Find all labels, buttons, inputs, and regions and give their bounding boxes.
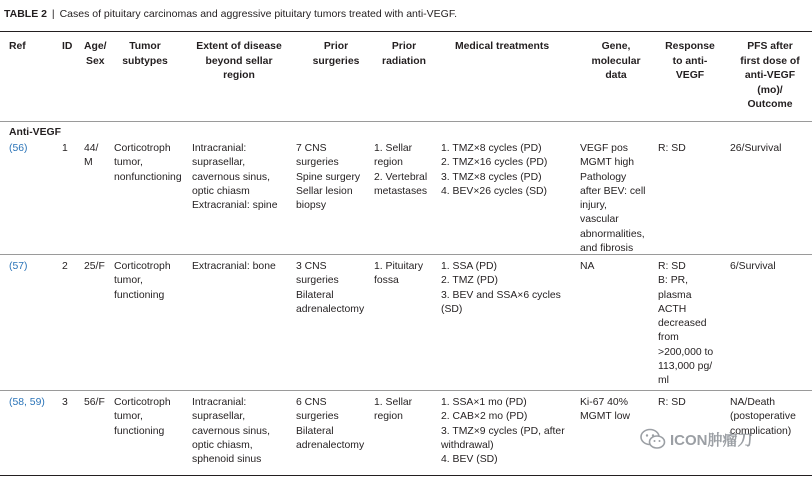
row-3-molecular-data: Ki-67 40% MGMT low	[580, 397, 631, 423]
header-molecular-data: Gene, molecular data	[591, 41, 641, 82]
row-3-response: R: SD	[658, 397, 686, 408]
header-medical-treatments: Medical treatments	[455, 41, 550, 52]
row-1-molecular-data: VEGF pos MGMT high Pathology after BEV: cell injury, vascular abnormalities, and fibrosis	[580, 143, 646, 255]
row-1-extent-of-disease: Intracranial: suprasellar, cavernous sinus, optic chiasm Extracranial: spine	[192, 143, 278, 212]
row-1-prior-radiation: 1. Sellar region 2. Vertebral metastases	[374, 143, 428, 197]
row-divider-2	[0, 390, 812, 391]
row-1-tumor-subtype: Corticotroph tumor, nonfunctioning	[114, 143, 182, 183]
row-3-extent-of-disease: Intracranial: suprasellar, cavernous sinus, optic chiasm, sphenoid sinus	[192, 397, 270, 466]
row-3-id: 3	[62, 397, 68, 408]
wechat-icon	[640, 428, 666, 450]
row-2-prior-surgeries: 3 CNS surgeries Bilateral adrenalectomy	[296, 261, 365, 315]
row-2-extent-of-disease: Extracranial: bone	[192, 261, 276, 272]
header-pfs-outcome: PFS after first dose of anti-VEGF (mo)/ Outcome	[740, 41, 800, 111]
header-rule	[0, 121, 812, 122]
row-2-ref: (57)	[9, 261, 28, 272]
row-2-pfs-outcome: 6/Survival	[730, 261, 776, 272]
row-2-tumor-subtype: Corticotroph tumor, functioning	[114, 261, 171, 301]
row-2-age-sex: 25/F	[84, 261, 105, 272]
header-ref: Ref	[9, 41, 26, 52]
row-1-medical-treatments: 1. TMZ×8 cycles (PD) 2. TMZ×16 cycles (PD) 3. TMZ×8 cycles (PD) 4. BEV×26 cycles (SD)	[441, 143, 548, 197]
header-tumor-subtype: Tumor subtypes	[122, 41, 168, 67]
row-2-response: R: SD B: PR, plasma ACTH decreased from >200,000 to 113,000 pg/ ml	[658, 261, 714, 387]
header-extent-of-disease: Extent of disease beyond sellar region	[196, 41, 282, 82]
watermark	[640, 428, 753, 450]
row-3-age-sex: 56/F	[84, 397, 105, 408]
row-3-pfs-outcome: NA/Death (postoperative complication)	[730, 397, 796, 437]
row-1-age-sex: 44/ M	[84, 143, 99, 169]
row-2-molecular-data: NA	[580, 261, 595, 272]
row-1-id: 1	[62, 143, 68, 154]
row-3-prior-surgeries: 6 CNS surgeries Bilateral adrenalectomy	[296, 397, 365, 451]
table-label: TABLE 2	[4, 8, 47, 20]
watermark-text: ICON肿瘤刀	[670, 431, 753, 449]
top-rule	[0, 31, 812, 32]
header-id: ID	[62, 41, 73, 52]
header-age-sex: Age/ Sex	[84, 41, 107, 67]
row-divider-1	[0, 254, 812, 255]
caption-separator: |	[51, 8, 55, 20]
row-3-ref: (58, 59)	[9, 397, 45, 408]
row-3-tumor-subtype: Corticotroph tumor, functioning	[114, 397, 171, 437]
caption-text: Cases of pituitary carcinomas and aggressive pituitary tumors treated with anti-VEGF.	[59, 8, 457, 20]
row-1-pfs-outcome: 26/Survival	[730, 143, 782, 154]
row-3-medical-treatments: 1. SSA×1 mo (PD) 2. CAB×2 mo (PD) 3. TMZ×9 cycles (PD, after withdrawal) 4. BEV (SD)	[441, 397, 565, 466]
row-1-response: R: SD	[658, 143, 686, 154]
header-prior-surgeries: Prior surgeries	[312, 41, 360, 67]
header-prior-radiation: Prior radiation	[382, 41, 426, 67]
row-2-prior-radiation: 1. Pituitary fossa	[374, 261, 424, 287]
table-caption	[4, 8, 457, 20]
row-1-prior-surgeries: 7 CNS surgeries Spine surgery Sellar lesion biopsy	[296, 143, 361, 212]
section-label: Anti-VEGF	[9, 127, 61, 138]
row-1-ref: (56)	[9, 143, 28, 154]
bottom-rule	[0, 475, 812, 476]
row-3-prior-radiation: 1. Sellar region	[374, 397, 413, 423]
row-2-id: 2	[62, 261, 68, 272]
header-response: Response to anti- VEGF	[665, 41, 715, 82]
row-2-medical-treatments: 1. SSA (PD) 2. TMZ (PD) 3. BEV and SSA×6 cycles (SD)	[441, 261, 561, 315]
